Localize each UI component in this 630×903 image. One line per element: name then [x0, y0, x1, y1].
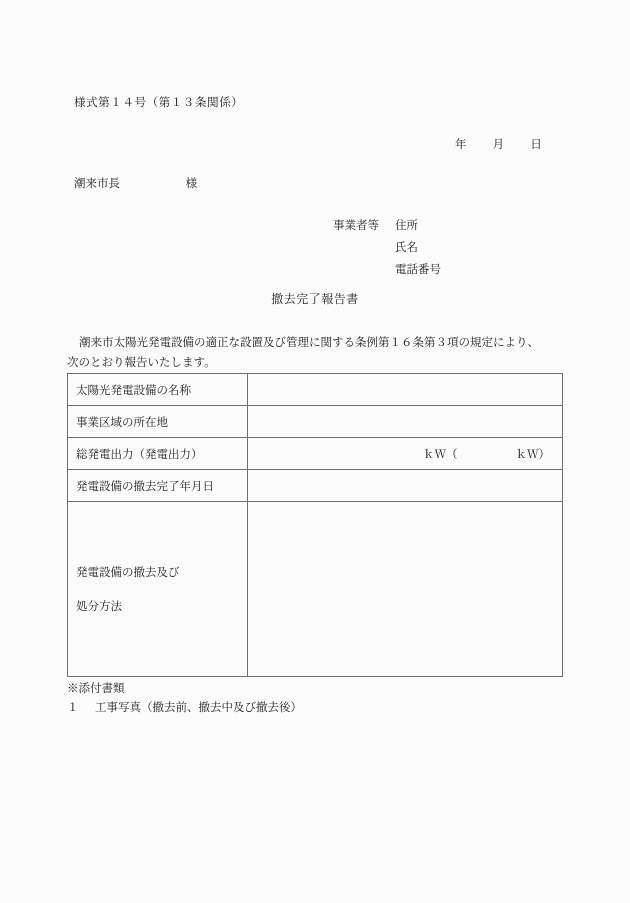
- row-label-disposal-method-line2: 処分方法: [76, 599, 122, 613]
- table-row: [68, 502, 563, 677]
- table-row: [68, 470, 563, 502]
- output-unit-main: ｋＷ（: [423, 446, 458, 461]
- attachment-notes-heading: ※添付書類: [67, 681, 125, 695]
- attachment-note-item: [67, 698, 302, 717]
- row-label-site-location: 事業区域の所在地: [68, 406, 248, 438]
- row-label-disposal-method: [68, 502, 248, 677]
- body-paragraph-line1: 潮来市太陽光発電設備の適正な設置及び管理に関する条例第１６条第３項の規定により、: [79, 335, 539, 349]
- addressee-recipient: 潮来市長: [74, 176, 120, 190]
- date-line: [455, 136, 542, 152]
- addressee-honorific: 様: [185, 176, 198, 190]
- body-paragraph: [67, 332, 567, 372]
- row-value-facility-name[interactable]: [248, 374, 563, 406]
- table-row: [68, 374, 563, 406]
- row-value-site-location[interactable]: [248, 406, 563, 438]
- attachment-notes: [67, 679, 302, 717]
- applicant-row-name: [333, 236, 441, 258]
- applicant-row-phone: [333, 258, 441, 280]
- date-month-label: 月: [492, 137, 505, 151]
- output-unit-group: [256, 446, 554, 462]
- row-label-facility-name: 太陽光発電設備の名称: [68, 374, 248, 406]
- applicant-phone-label: 電話番号: [395, 262, 441, 276]
- table-row: [68, 406, 563, 438]
- applicant-address-label: 住所: [395, 218, 418, 232]
- applicant-category-label: 事業者等: [333, 218, 379, 232]
- attachment-note-number: １: [67, 700, 79, 714]
- addressee: [74, 175, 197, 191]
- body-paragraph-line2: 次のとおり報告いたします。: [67, 355, 216, 369]
- date-day-label: 日: [530, 137, 542, 151]
- row-value-output[interactable]: [248, 438, 563, 470]
- row-value-disposal-method[interactable]: [248, 502, 563, 677]
- row-value-removal-date[interactable]: [248, 470, 563, 502]
- row-label-removal-date: 発電設備の撤去完了年月日: [68, 470, 248, 502]
- page-title: 撤去完了報告書: [271, 292, 359, 306]
- form-number: 様式第１４号（第１３条関係）: [74, 95, 244, 109]
- attachment-note-text: 工事写真（撤去前、撤去中及び撤去後）: [95, 700, 302, 714]
- applicant-block: [333, 214, 441, 280]
- applicant-row-address: [333, 214, 441, 236]
- row-label-output: 総発電出力（発電出力）: [68, 438, 248, 470]
- row-label-disposal-method-line1: 発電設備の撤去及び: [76, 565, 180, 579]
- applicant-name-label: 氏名: [395, 240, 418, 254]
- report-table: [67, 373, 563, 677]
- date-year-label: 年: [455, 137, 467, 151]
- table-row: [68, 438, 563, 470]
- output-unit-sub: ｋＷ）: [515, 446, 550, 461]
